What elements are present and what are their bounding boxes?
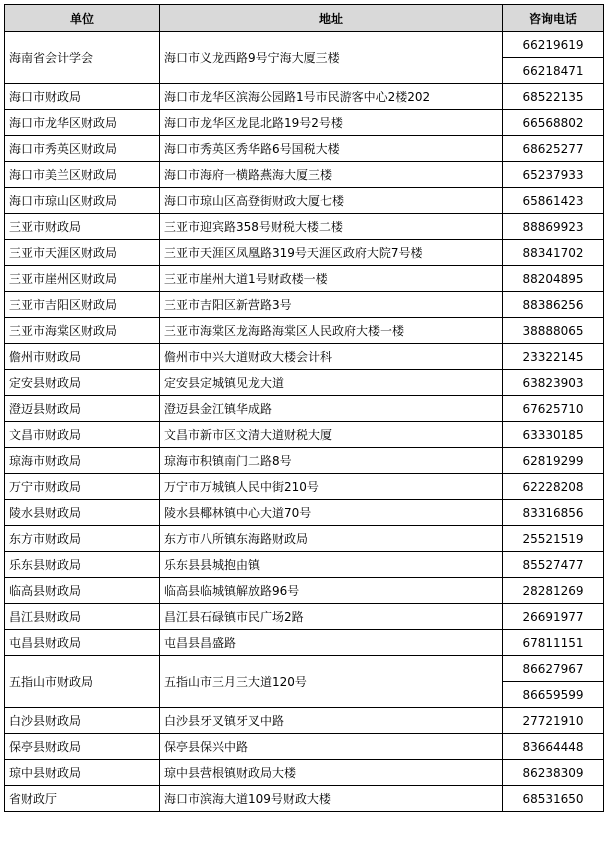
cell-phone: 88869923: [503, 214, 604, 240]
cell-phone: 63823903: [503, 370, 604, 396]
header-address: 地址: [160, 5, 503, 32]
table-row: [5, 422, 604, 448]
cell-unit: 昌江县财政局: [5, 604, 160, 630]
table-body: [5, 32, 604, 812]
cell-address: 海口市滨海大道109号财政大楼: [160, 786, 503, 812]
cell-unit: 东方市财政局: [5, 526, 160, 552]
table-row: [5, 474, 604, 500]
cell-phone: 27721910: [503, 708, 604, 734]
cell-unit: 琼海市财政局: [5, 448, 160, 474]
cell-unit: 儋州市财政局: [5, 344, 160, 370]
cell-address: 海口市海府一横路燕海大厦三楼: [160, 162, 503, 188]
cell-unit: 保亭县财政局: [5, 734, 160, 760]
cell-phone: 86627967: [503, 656, 604, 682]
cell-unit: 乐东县财政局: [5, 552, 160, 578]
table-row: [5, 708, 604, 734]
table-row: [5, 500, 604, 526]
table-row: [5, 318, 604, 344]
cell-address: 海口市义龙西路9号宁海大厦三楼: [160, 32, 503, 84]
cell-address: 万宁市万城镇人民中街210号: [160, 474, 503, 500]
cell-phone: 66218471: [503, 58, 604, 84]
cell-phone: 23322145: [503, 344, 604, 370]
cell-phone: 67811151: [503, 630, 604, 656]
table-row: [5, 656, 604, 682]
table-row: [5, 604, 604, 630]
cell-address: 海口市龙华区滨海公园路1号市民游客中心2楼202: [160, 84, 503, 110]
table-row: [5, 760, 604, 786]
header-unit: 单位: [5, 5, 160, 32]
cell-phone: 62819299: [503, 448, 604, 474]
table-row: [5, 370, 604, 396]
cell-phone: 25521519: [503, 526, 604, 552]
table-header: [5, 5, 604, 32]
cell-address: 白沙县牙叉镇牙叉中路: [160, 708, 503, 734]
cell-phone: 38888065: [503, 318, 604, 344]
cell-address: 三亚市迎宾路358号财税大楼二楼: [160, 214, 503, 240]
cell-phone: 67625710: [503, 396, 604, 422]
cell-unit: 临高县财政局: [5, 578, 160, 604]
cell-phone: 88386256: [503, 292, 604, 318]
table-row: [5, 552, 604, 578]
table-row: [5, 734, 604, 760]
cell-address: 澄迈县金江镇华成路: [160, 396, 503, 422]
cell-unit: 屯昌县财政局: [5, 630, 160, 656]
table-row: [5, 110, 604, 136]
cell-unit: 五指山市财政局: [5, 656, 160, 708]
cell-phone: 68522135: [503, 84, 604, 110]
cell-unit: 海南省会计学会: [5, 32, 160, 84]
header-row: [5, 5, 604, 32]
cell-unit: 海口市琼山区财政局: [5, 188, 160, 214]
cell-unit: 省财政厅: [5, 786, 160, 812]
cell-phone: 86238309: [503, 760, 604, 786]
cell-unit: 海口市财政局: [5, 84, 160, 110]
table-row: [5, 578, 604, 604]
cell-address: 陵水县椰林镇中心大道70号: [160, 500, 503, 526]
cell-phone: 68531650: [503, 786, 604, 812]
cell-unit: 白沙县财政局: [5, 708, 160, 734]
cell-phone: 28281269: [503, 578, 604, 604]
table-row: [5, 188, 604, 214]
cell-address: 昌江县石碌镇市民广场2路: [160, 604, 503, 630]
table-row: [5, 214, 604, 240]
cell-phone: 65237933: [503, 162, 604, 188]
table-row: [5, 786, 604, 812]
header-phone: 咨询电话: [503, 5, 604, 32]
cell-address: 保亭县保兴中路: [160, 734, 503, 760]
cell-phone: 66568802: [503, 110, 604, 136]
cell-address: 临高县临城镇解放路96号: [160, 578, 503, 604]
table-row: [5, 292, 604, 318]
cell-address: 三亚市崖州大道1号财政楼一楼: [160, 266, 503, 292]
table-row: [5, 32, 604, 58]
cell-address: 东方市八所镇东海路财政局: [160, 526, 503, 552]
cell-unit: 海口市龙华区财政局: [5, 110, 160, 136]
cell-unit: 陵水县财政局: [5, 500, 160, 526]
cell-phone: 68625277: [503, 136, 604, 162]
cell-address: 三亚市吉阳区新营路3号: [160, 292, 503, 318]
cell-phone: 62228208: [503, 474, 604, 500]
cell-unit: 三亚市崖州区财政局: [5, 266, 160, 292]
cell-unit: 万宁市财政局: [5, 474, 160, 500]
contact-table: [4, 4, 604, 812]
table-row: [5, 240, 604, 266]
cell-phone: 83316856: [503, 500, 604, 526]
table-row: [5, 162, 604, 188]
cell-phone: 65861423: [503, 188, 604, 214]
cell-unit: 文昌市财政局: [5, 422, 160, 448]
cell-address: 定安县定城镇见龙大道: [160, 370, 503, 396]
cell-unit: 定安县财政局: [5, 370, 160, 396]
cell-address: 乐东县县城抱由镇: [160, 552, 503, 578]
cell-unit: 三亚市海棠区财政局: [5, 318, 160, 344]
cell-unit: 海口市秀英区财政局: [5, 136, 160, 162]
cell-address: 儋州市中兴大道财政大楼会计科: [160, 344, 503, 370]
cell-address: 海口市龙华区龙昆北路19号2号楼: [160, 110, 503, 136]
table-row: [5, 344, 604, 370]
table-row: [5, 448, 604, 474]
cell-address: 琼海市积镇南门二路8号: [160, 448, 503, 474]
table-row: [5, 630, 604, 656]
cell-unit: 琼中县财政局: [5, 760, 160, 786]
cell-address: 三亚市海棠区龙海路海棠区人民政府大楼一楼: [160, 318, 503, 344]
cell-unit: 海口市美兰区财政局: [5, 162, 160, 188]
table-row: [5, 526, 604, 552]
table-row: [5, 266, 604, 292]
cell-address: 文昌市新市区文清大道财税大厦: [160, 422, 503, 448]
table-row: [5, 84, 604, 110]
cell-unit: 澄迈县财政局: [5, 396, 160, 422]
cell-phone: 88204895: [503, 266, 604, 292]
cell-phone: 86659599: [503, 682, 604, 708]
cell-phone: 83664448: [503, 734, 604, 760]
cell-address: 海口市秀英区秀华路6号国税大楼: [160, 136, 503, 162]
cell-address: 五指山市三月三大道120号: [160, 656, 503, 708]
cell-address: 屯昌县昌盛路: [160, 630, 503, 656]
cell-address: 琼中县营根镇财政局大楼: [160, 760, 503, 786]
table-row: [5, 136, 604, 162]
cell-address: 三亚市天涯区凤凰路319号天涯区政府大院7号楼: [160, 240, 503, 266]
cell-unit: 三亚市吉阳区财政局: [5, 292, 160, 318]
cell-phone: 66219619: [503, 32, 604, 58]
cell-phone: 63330185: [503, 422, 604, 448]
cell-phone: 88341702: [503, 240, 604, 266]
cell-unit: 三亚市天涯区财政局: [5, 240, 160, 266]
cell-phone: 26691977: [503, 604, 604, 630]
cell-phone: 85527477: [503, 552, 604, 578]
cell-unit: 三亚市财政局: [5, 214, 160, 240]
table-row: [5, 396, 604, 422]
cell-address: 海口市琼山区高登街财政大厦七楼: [160, 188, 503, 214]
